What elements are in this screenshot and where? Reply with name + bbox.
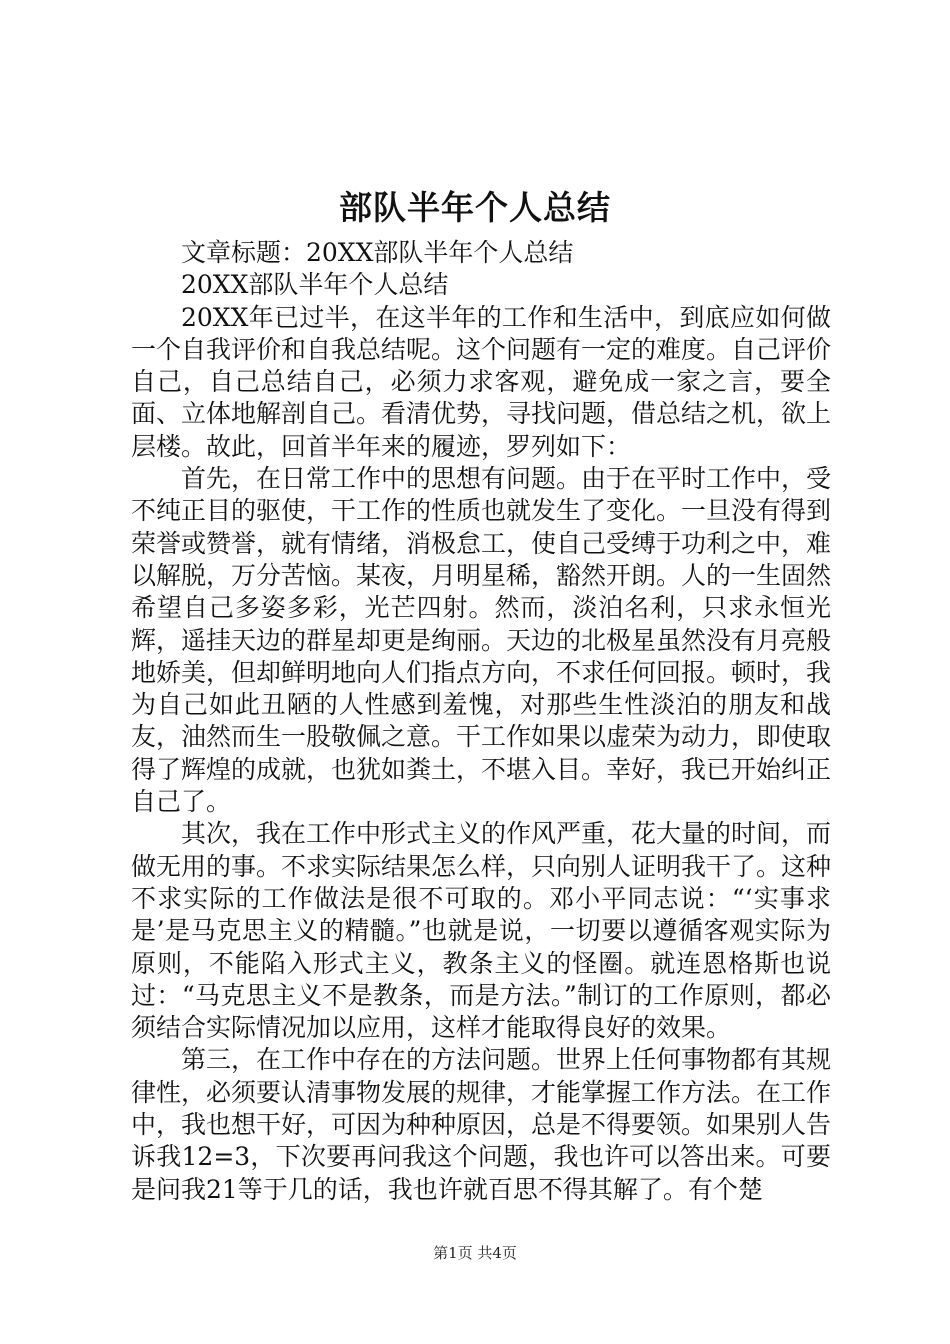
paragraph-third: 第三，在工作中存在的方法问题。世界上任何事物都有其规律性，必须要认清事物发展的规律，才能掌握工作方法。在工作中，我也想干好，可因为种种原因，总是不得要领。如果别人告诉我12=3，下次要再问我这个问题，我也许可以答出来。可要是问我21等于几的话，我也许就百思不得其解了。有个楚 (131, 1045, 832, 1204)
page-footer: 第1页 共4页 (433, 1244, 517, 1262)
paragraph-first: 首先，在日常工作中的思想有问题。由于在平时工作中，受不纯正目的驱使，干工作的性质也就发生了变化。一旦没有得到荣誉或赞誉，就有情绪，消极怠工，使自己受缚于功利之中，难以解脱，万分苦恼。某夜，月明星稀，豁然开朗。人的一生固然希望自己多姿多彩，光芒四射。然而，淡泊名利，只求永恒光辉，遥挂天边的群星却更是绚丽。天边的北极星虽然没有月亮般地娇美，但却鲜明地向人们指点方向，不求任何回报。顿时，我为自己如此丑陋的人性感到羞愧，对那些生性淡泊的朋友和战友，油然而生一股敬佩之意。干工作如果以虚荣为动力，即使取得了辉煌的成就，也犹如粪土，不堪入目。幸好，我已开始纠正自己了。 (131, 464, 832, 817)
document-title: 部队半年个人总结 (339, 188, 611, 227)
document-body (131, 237, 831, 1206)
paragraph-second: 其次，我在工作中形式主义的作风严重，花大量的时间，而做无用的事。不求实际结果怎么样，只向别人证明我干了。这种不求实际的工作做法是很不可取的。邓小平同志说：“‘实事求是’是马克思主义的精髓。”也就是说，一切要以遵循客观实际为原则，不能陷入形式主义，教条主义的怪圈。就连恩格斯也说过：“马克思主义不是教条，而是方法。”制订的工作原则，都必须结合实际情况加以应用，这样才能取得良好的效果。 (131, 819, 832, 1043)
paragraph-intro: 20XX年已过半，在这半年的工作和生活中，到底应如何做一个自我评价和自我总结呢。这个问题有一定的难度。自己评价自己，自己总结自己，必须力求客观，避免成一家之言，要全面、立体地解剖自己。看清优势，寻找问题，借总结之机，欲上层楼。故此，回首半年来的履迹，罗列如下： (131, 302, 832, 461)
meta-title-line: 文章标题：20XX部队半年个人总结 (181, 238, 574, 267)
subtitle-line: 20XX部队半年个人总结 (181, 270, 449, 300)
